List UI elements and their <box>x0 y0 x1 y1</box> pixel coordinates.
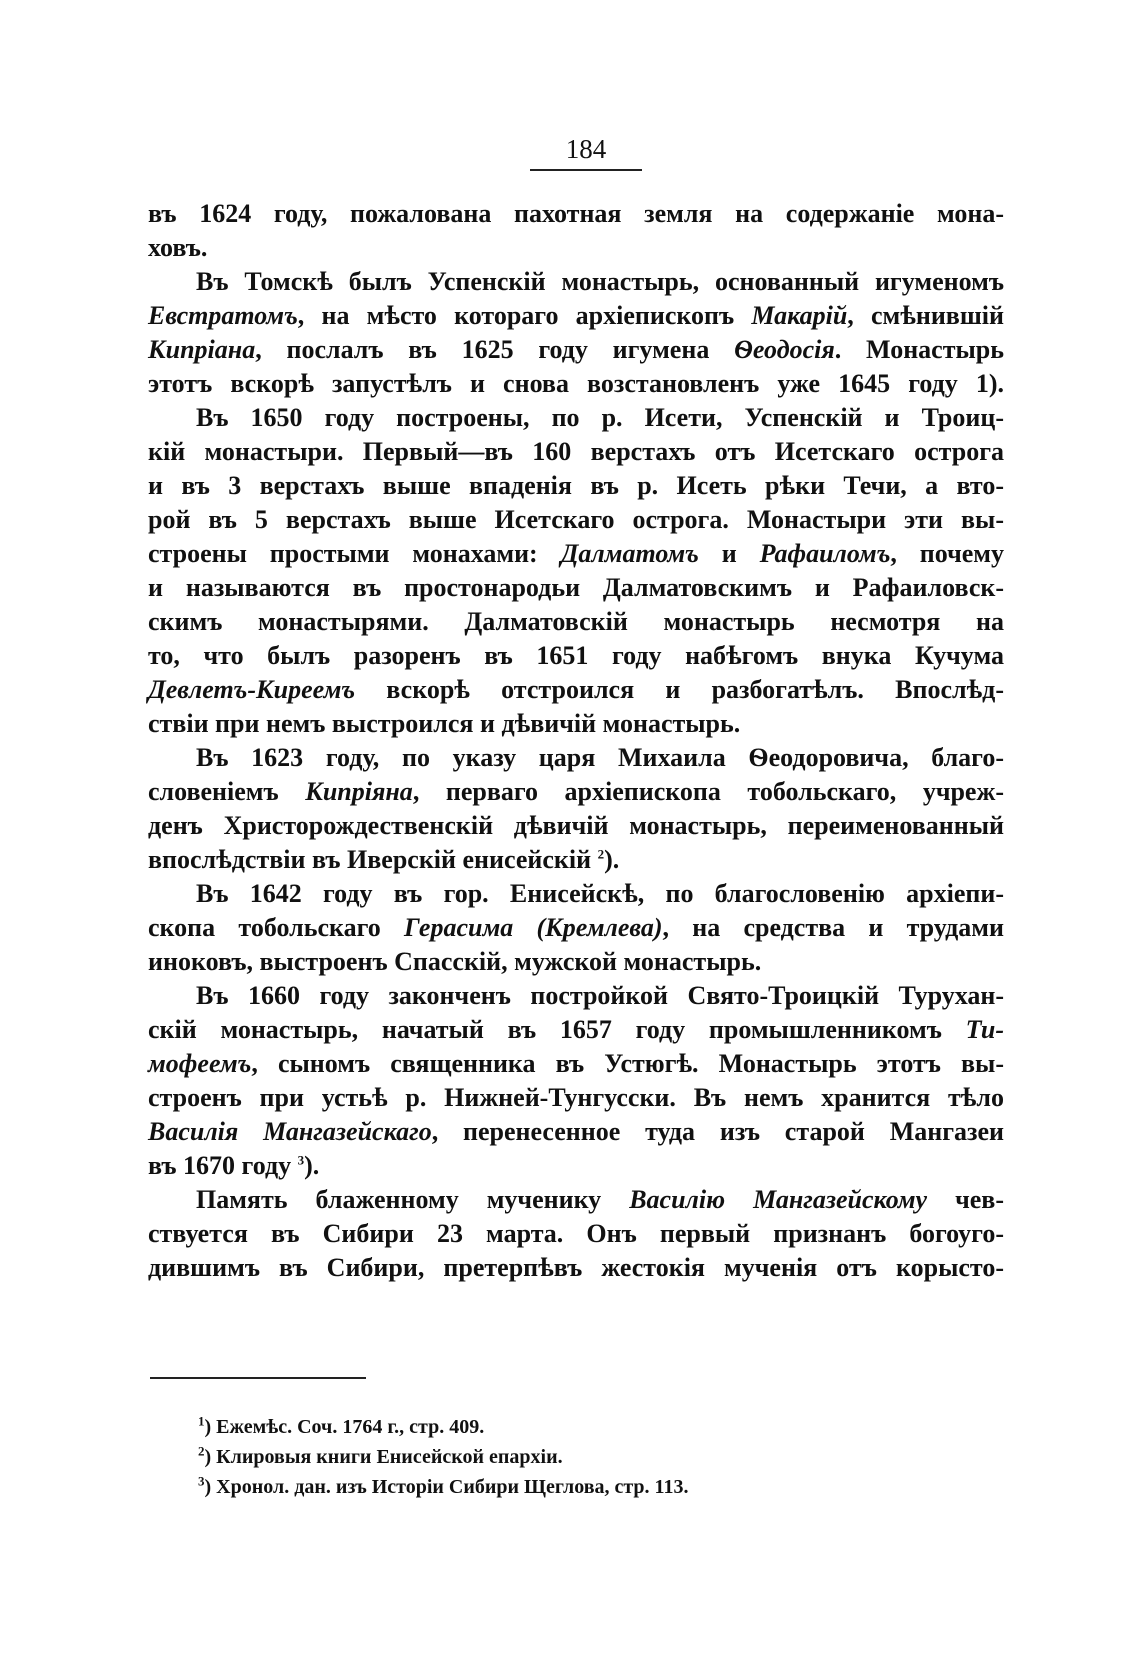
text-line: Евстратомъ, на мѣсто котораго архіепископъ Макарій, смѣнившій <box>148 301 1004 330</box>
footnote: $^3$) Хронол. дан. изъ Исторіи Сибири Щеглова, стр. 113. <box>198 1473 689 1498</box>
text-line: ствуется въ Сибири 23 марта. Онъ первый признанъ богоуго- <box>148 1219 1004 1248</box>
text-line: Василія Мангазейскаго, перенесенное туда изъ старой Мангазеи <box>148 1117 1004 1146</box>
text-line: и называются въ простонародьи Далматовскимъ и Рафаиловск- <box>148 573 1004 602</box>
text-line: скій монастырь, начатый въ 1657 году промышленникомъ Ти- <box>148 1015 1004 1044</box>
text-line: строенъ при устьѣ р. Нижней-Тунгусски. Въ немъ хранится тѣло <box>148 1083 1004 1112</box>
text-line: Девлетъ-Киреемъ вскорѣ отстроился и разбогатѣлъ. Впослѣд- <box>148 675 1004 704</box>
text-line: въ 1670 году $^3$). <box>148 1151 320 1180</box>
text-line: мофеемъ, сыномъ священника въ Устюгѣ. Монастырь этотъ вы- <box>148 1049 1004 1078</box>
text-line: строены простыми монахами: Далматомъ и Рафаиломъ, почему <box>148 539 1004 568</box>
text-line: дившимъ въ Сибири, претерпѣвъ жестокія мученія отъ корысто- <box>148 1253 1004 1282</box>
text-line: скимъ монастырями. Далматовскій монастырь несмотря на <box>148 607 1004 636</box>
text-line: Въ 1650 году построены, по р. Исети, Успенскій и Троиц- <box>196 403 1004 432</box>
text-line: словеніемъ Кипріяна, перваго архіепископа тобольскаго, учреж- <box>148 777 1004 806</box>
footnote: $^1$) Ежемѣс. Соч. 1764 г., стр. 409. <box>198 1413 485 1438</box>
footnote-ref: 3 <box>297 1152 305 1168</box>
text-line: Кипріана, послалъ въ 1625 году игумена Ѳеодосія. Монастырь <box>148 335 1004 364</box>
page-number: 184 <box>530 132 642 171</box>
text-line: впослѣдствіи въ Иверскій енисейскій $^2$). <box>148 845 620 874</box>
text-line: ствіи при немъ выстроился и дѣвичій монастырь. <box>148 709 741 738</box>
text-line: Въ 1642 году въ гор. Енисейскѣ, по благословенію архіепи- <box>196 879 1004 908</box>
text-line: этотъ вскорѣ запустѣлъ и снова возстановленъ уже 1645 году 1). <box>148 369 1004 398</box>
text-line: Въ 1623 году, по указу царя Михаила Ѳеодоровича, благо- <box>196 743 1004 772</box>
text-line: Въ 1660 году законченъ постройкой Свято-Троицкій Турухан- <box>196 981 1004 1010</box>
footnote-ref: 1 <box>975 369 989 398</box>
text-line: денъ Христорождественскій дѣвичій монастырь, переименованный <box>148 811 1004 840</box>
footnote: $^2$) Клировыя книги Енисейской епархіи. <box>198 1443 563 1468</box>
text-line: въ 1624 году, пожалована пахотная земля на содержаніе мона- <box>148 199 1004 228</box>
text-line: и въ 3 верстахъ выше впаденія въ р. Исеть рѣки Течи, а вто- <box>148 471 1004 500</box>
footnote-ref: 2 <box>597 846 605 862</box>
text-line: Память блаженному мученику Василію Мангазейскому чев- <box>196 1185 1004 1214</box>
text-line: рой въ 5 верстахъ выше Исетскаго острога. Монастыри эти вы- <box>148 505 1004 534</box>
text-line: кій монастыри. Первый—въ 160 верстахъ отъ Исетскаго острога <box>148 437 1004 466</box>
footnote-divider <box>150 1377 366 1379</box>
text-line: скопа тобольскаго Герасима (Кремлева), на средства и трудами <box>148 913 1005 942</box>
text-line: ховъ. <box>148 233 208 262</box>
text-line: то, что былъ разоренъ въ 1651 году набѣгомъ внука Кучума <box>148 641 1004 670</box>
text-line: Въ Томскѣ былъ Успенскій монастырь, основанный игуменомъ <box>196 267 1004 296</box>
text-line: иноковъ, выстроенъ Спасскій, мужской монастырь. <box>148 947 762 976</box>
